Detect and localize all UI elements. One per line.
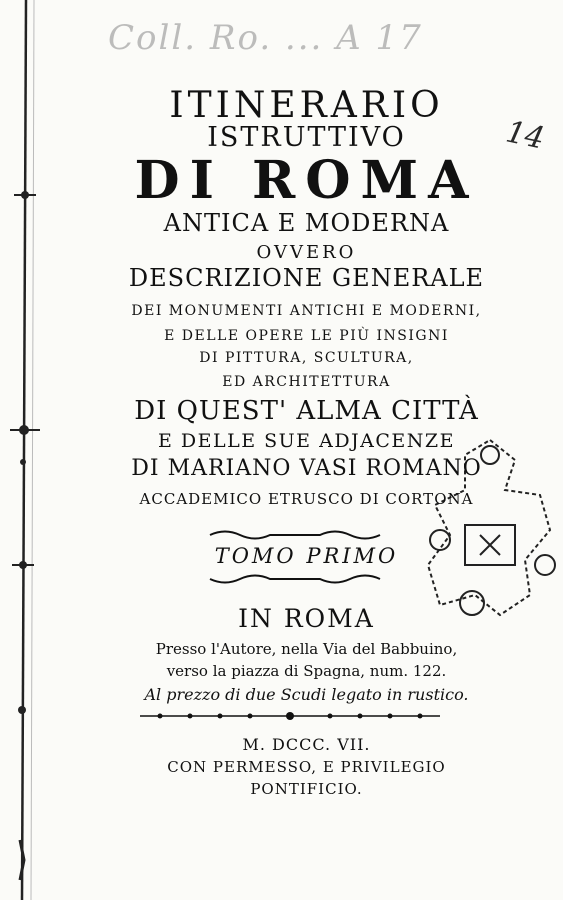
binding-edge (0, 0, 60, 900)
ornament-rule-top (205, 528, 385, 542)
publication-year: M. DCCC. VII. (242, 735, 371, 754)
volume-label: TOMO PRIMO (214, 544, 399, 568)
permission-line-2: PONTIFICIO. (250, 780, 363, 798)
handwritten-number: 14 (502, 114, 548, 157)
ornament-beaded-rule (140, 710, 440, 722)
title-line-4: ANTICA E MODERNA (163, 209, 450, 237)
author-affiliation: ACCADEMICO ETRUSCO DI CORTONA (139, 490, 474, 508)
place-of-publication: IN ROMA (238, 604, 375, 633)
ornament-rule-bottom (205, 572, 385, 586)
title-line-9: DI PITTURA, SCULTURA, (199, 350, 414, 366)
title-line-2: ISTRUTTIVO (207, 122, 406, 153)
imprint-line-2: verso la piazza di Spagna, num. 122. (166, 662, 447, 680)
title-line-3: DI ROMA (134, 150, 479, 211)
title-line-6: DESCRIZIONE GENERALE (128, 264, 485, 292)
title-line-10: ED ARCHITETTURA (222, 374, 391, 390)
title-line-7: DEI MONUMENTI ANTICHI E MODERNI, (131, 303, 482, 319)
title-line-12: E DELLE SUE ADJACENZE (158, 430, 455, 452)
title-line-5: OVVERO (256, 242, 357, 263)
title-line-8: E DELLE OPERE LE PIÙ INSIGNI (164, 328, 449, 344)
imprint-line-1: Presso l'Autore, nella Via del Babbuino, (155, 640, 458, 658)
title-line-11: DI QUEST' ALMA CITTÀ (134, 396, 479, 426)
author-line: DI MARIANO VASI ROMANO (131, 456, 482, 481)
price-line: Al prezzo di due Scudi legato in rustico. (144, 685, 469, 704)
permission-line-1: CON PERMESSO, E PRIVILEGIO (167, 758, 446, 776)
handwritten-shelfmark: Coll. Ro. ... A 17 (108, 18, 423, 58)
title-line-1: ITINERARIO (169, 85, 444, 126)
